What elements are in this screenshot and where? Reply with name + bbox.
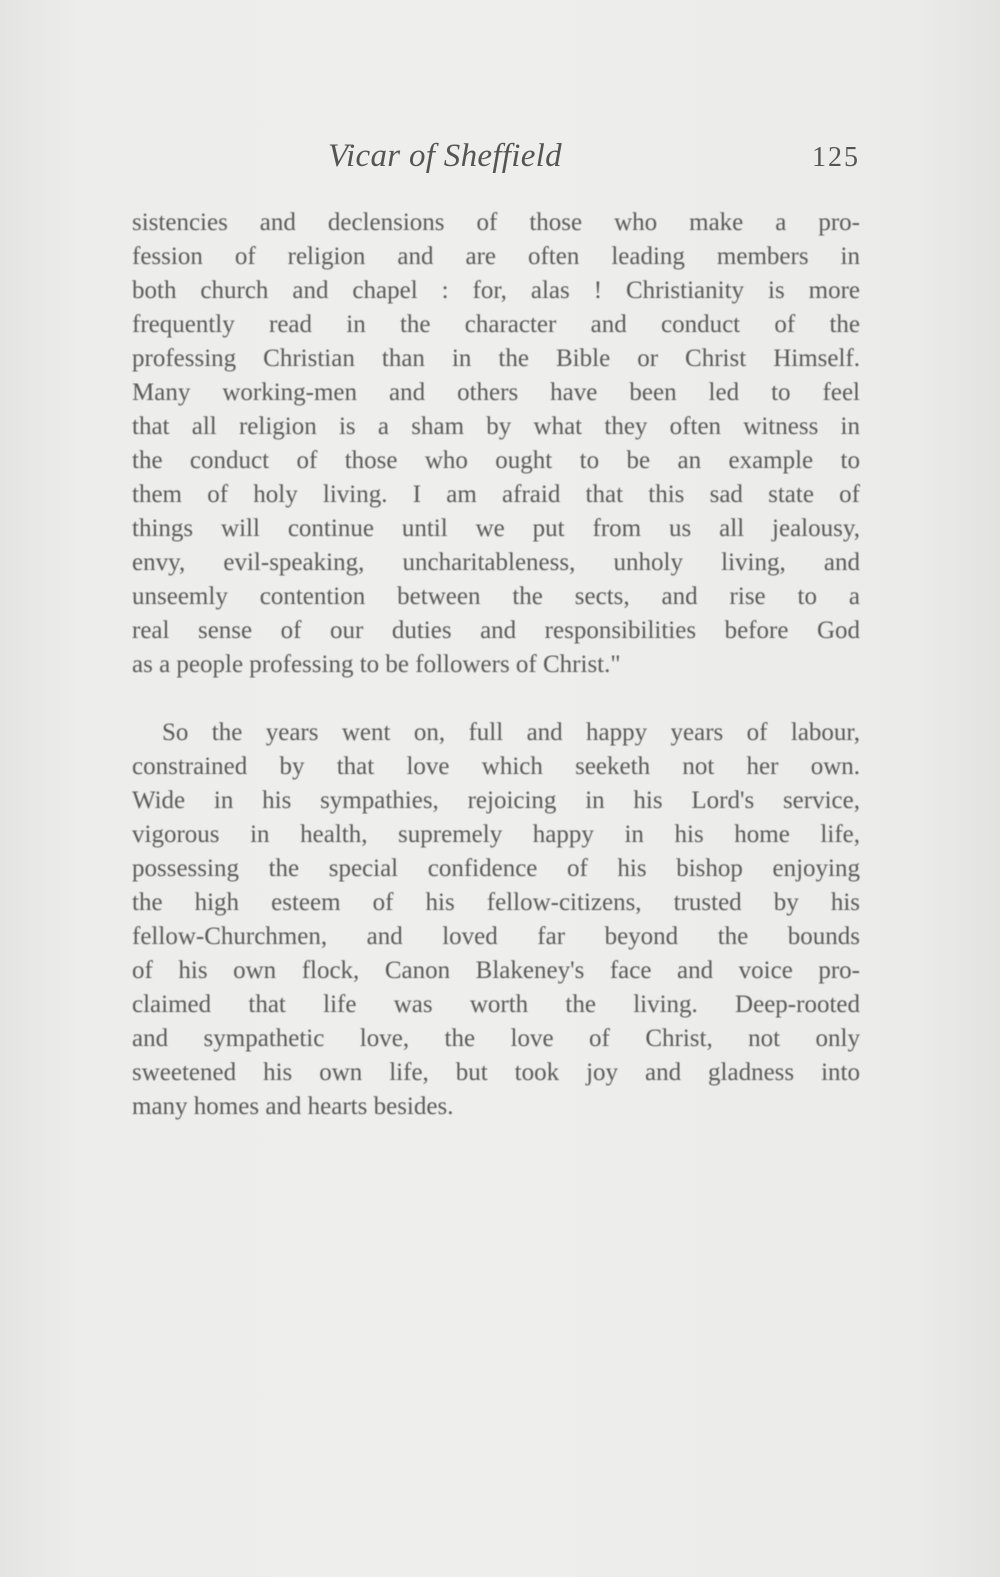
page-number: 125	[812, 142, 860, 173]
text-line: envy, evil-speaking, uncharitableness, unholy living, and	[132, 549, 860, 576]
text-line: constrained by that love which seeketh not her own.	[132, 753, 860, 780]
text-line: claimed that life was worth the living. Deep-rooted	[132, 991, 860, 1018]
text-line: fession of religion and are often leading members in	[132, 243, 860, 270]
text-line: real sense of our duties and responsibilities before God	[132, 617, 860, 644]
text-line: Many working-men and others have been led to feel	[132, 379, 860, 406]
text-line: the high esteem of his fellow-citizens, trusted by his	[132, 889, 860, 916]
body-text	[132, 206, 860, 1124]
text-line: Wide in his sympathies, rejoicing in his Lord's service,	[132, 787, 860, 814]
text-line: both church and chapel : for, alas ! Christianity is more	[132, 277, 860, 304]
text-line: them of holy living. I am afraid that this sad state of	[132, 481, 860, 508]
text-line: sweetened his own life, but took joy and gladness into	[132, 1059, 860, 1086]
text-line: things will continue until we put from us all jealousy,	[132, 515, 860, 542]
text-line: So the years went on, full and happy years of labour,	[162, 719, 860, 746]
running-title: Vicar of Sheffield	[328, 138, 562, 174]
text-line: frequently read in the character and conduct of the	[132, 311, 860, 338]
text-line: fellow-Churchmen, and loved far beyond the bounds	[132, 923, 860, 950]
text-line: as a people professing to be followers of Christ."	[132, 651, 621, 678]
paragraph-2	[132, 716, 860, 1124]
text-line: of his own flock, Canon Blakeney's face and voice pro-	[132, 957, 860, 984]
text-line: professing Christian than in the Bible or Christ Himself.	[132, 345, 860, 372]
paragraph-1	[132, 206, 860, 682]
text-line: possessing the special confidence of his bishop enjoying	[132, 855, 860, 882]
text-line: unseemly contention between the sects, and rise to a	[132, 583, 860, 610]
running-head	[132, 138, 860, 182]
text-line: the conduct of those who ought to be an example to	[132, 447, 860, 474]
text-line: vigorous in health, supremely happy in his home life,	[132, 821, 860, 848]
text-line: many homes and hearts besides.	[132, 1093, 454, 1120]
text-line: sistencies and declensions of those who make a pro-	[132, 209, 860, 236]
text-line: that all religion is a sham by what they often witness in	[132, 413, 860, 440]
text-line: and sympathetic love, the love of Christ, not only	[132, 1025, 860, 1052]
